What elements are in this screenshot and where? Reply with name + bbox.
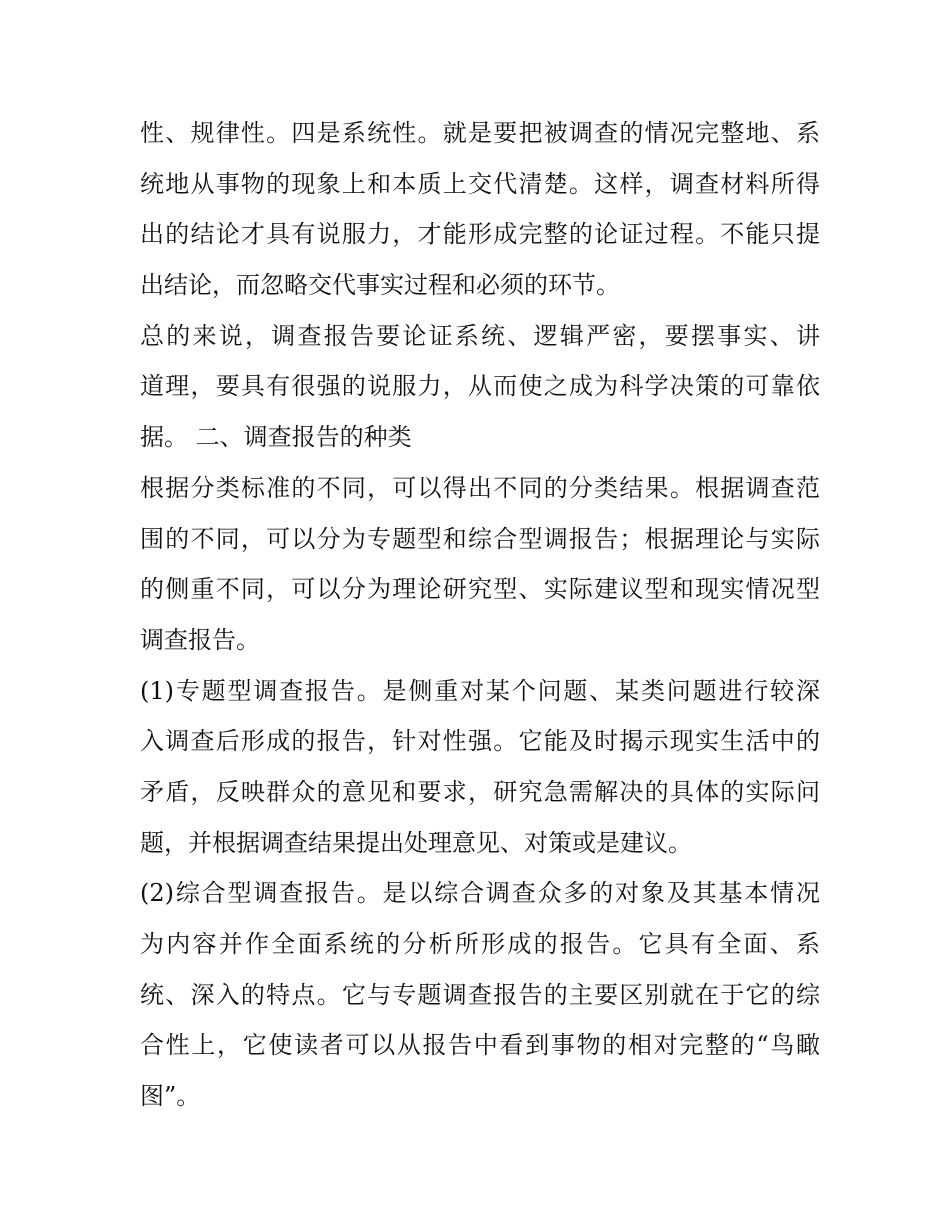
section-heading-line: 据。 二、调查报告的种类 bbox=[140, 423, 412, 452]
text-line: 合性上，它使读者可以从报告中看到事物的相对完整的“鸟瞰 bbox=[140, 1031, 820, 1060]
text-line: 总的来说，调查报告要论证系统、逻辑严密，要摆事实、讲 bbox=[140, 321, 820, 350]
text-line: 统、深入的特点。它与专题调查报告的主要区别就在于它的综 bbox=[140, 980, 820, 1009]
text-line: 图”。 bbox=[140, 1082, 201, 1111]
text-line: 围的不同，可以分为专题型和综合型调报告；根据理论与实际 bbox=[140, 524, 820, 553]
text-line: (1)专题型调查报告。是侧重对某个问题、某类问题进行较深 bbox=[140, 676, 820, 705]
text-line: 根据分类标准的不同，可以得出不同的分类结果。根据调查范 bbox=[140, 473, 820, 502]
text-line: 矛盾，反映群众的意见和要求，研究急需解决的具体的实际问 bbox=[140, 777, 820, 806]
text-line: 统地从事物的现象上和本质上交代清楚。这样，调查材料所得 bbox=[140, 169, 820, 198]
text-line: 性、规律性。四是系统性。就是要把被调查的情况完整地、系 bbox=[140, 119, 820, 147]
text-line: 为内容并作全面系统的分析所形成的报告。它具有全面、系 bbox=[140, 930, 820, 958]
text-line: 入调查后形成的报告，针对性强。它能及时揭示现实生活中的 bbox=[140, 727, 820, 756]
body-text bbox=[140, 108, 820, 1122]
text-line: 出结论，而忽略交代事实过程和必须的环节。 bbox=[140, 271, 620, 300]
text-line: 调查报告。 bbox=[140, 625, 260, 654]
text-line: 的侧重不同，可以分为理论研究型、实际建议型和现实情况型 bbox=[140, 575, 820, 604]
text-line: (2)综合型调查报告。是以综合调查众多的对象及其基本情况 bbox=[140, 879, 820, 908]
text-line: 出的结论才具有说服力，才能形成完整的论证过程。不能只提 bbox=[140, 220, 820, 249]
text-line: 题，并根据调查结果提出处理意见、对策或是建议。 bbox=[140, 828, 692, 857]
text-line: 道理，要具有很强的说服力，从而使之成为科学决策的可靠依 bbox=[140, 372, 820, 401]
